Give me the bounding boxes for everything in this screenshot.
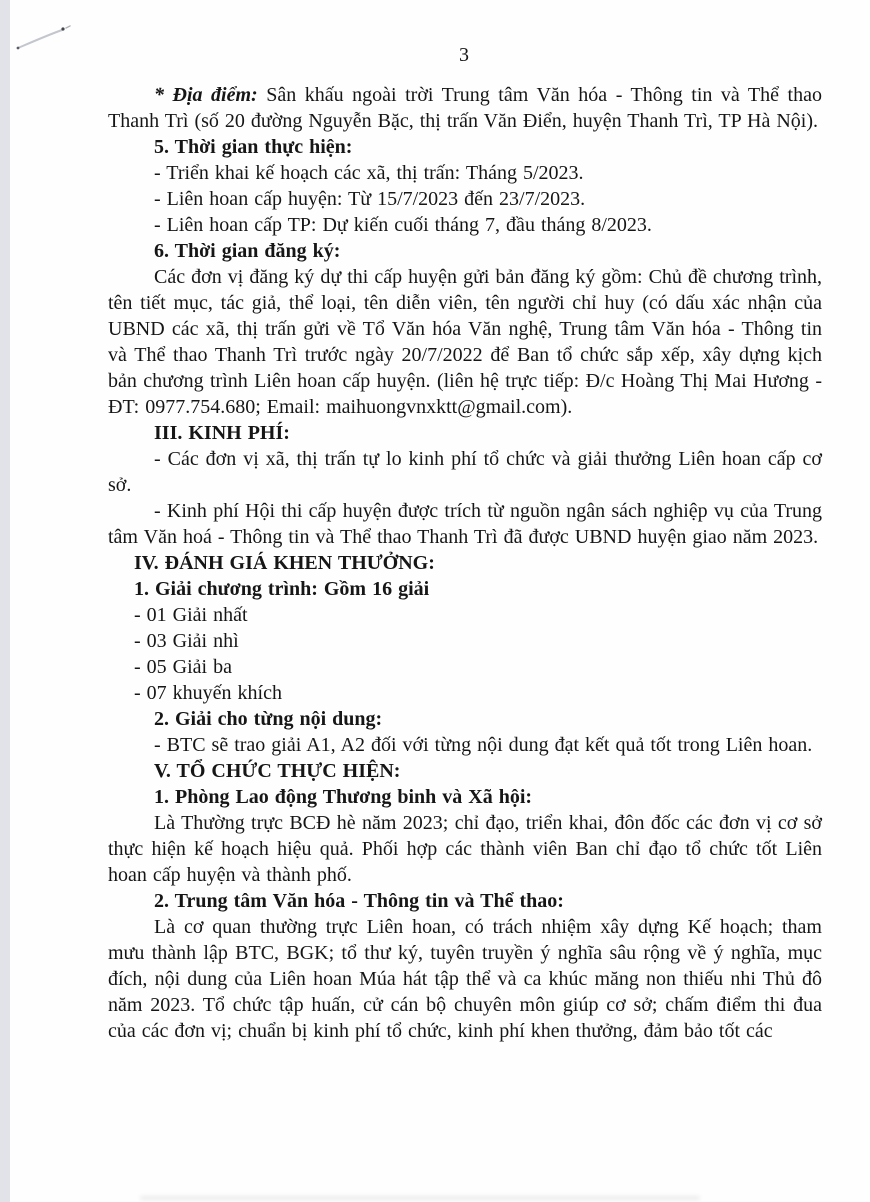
text-run: IV. ĐÁNH GIÁ KHEN THƯỞNG:: [134, 552, 435, 574]
text-run: Sân khấu ngoài trời Trung tâm Văn hóa - Thông tin và Thể thao Thanh Trì (số 20 đường Nguyễn Bặc, thị trấn Văn Điển, huyện Thanh Trì, TP Hà Nội).: [108, 84, 822, 132]
list-item-giai-nhat: [108, 602, 822, 628]
heading-2-trung-tam-van-hoa: [108, 888, 822, 914]
list-item-trien-khai: [108, 160, 822, 186]
pencil-mark: [14, 22, 84, 54]
text-run: - Các đơn vị xã, thị trấn tự lo kinh phí tổ chức và giải thưởng Liên hoan cấp cơ sở.: [108, 448, 822, 496]
text-run: - Kinh phí Hội thi cấp huyện được trích từ nguồn ngân sách nghiệp vụ của Trung tâm Văn hoá - Thông tin và Thể thao Thanh Trì đã được UBND huyện giao năm 2023.: [108, 500, 822, 548]
heading-1-giai-chuong-trinh: [108, 576, 822, 602]
text-run: 2. Giải cho từng nội dung:: [154, 708, 383, 730]
text-run: Là cơ quan thường trực Liên hoan, có trách nhiệm xây dựng Kế hoạch; tham mưu thành lập BTC, BGK; tổ thư ký, tuyên truyền ý nghĩa sâu rộng về ý nghĩa, mục đích, nội dung của Liên hoan Múa hát tập thể và ca khúc măng non thiếu nhi Thủ đô năm 2023. Tổ chức tập huấn, cử cán bộ chuyên môn giúp cơ sở; chấm điểm thi đua của các đơn vị; chuẩn bị kinh phí tổ chức, kinh phí khen thưởng, đảm bảo tốt các: [108, 916, 822, 1042]
heading-5-thoi-gian-thuc-hien: [108, 134, 822, 160]
scan-edge-left: [0, 0, 10, 1202]
heading-v-to-chuc-thuc-hien: [108, 758, 822, 784]
list-item-giai-ba: [108, 654, 822, 680]
text-run: - 03 Giải nhì: [134, 630, 239, 652]
text-run: Các đơn vị đăng ký dự thi cấp huyện gửi bản đăng ký gồm: Chủ đề chương trình, tên tiết mục, tác giả, thể loại, tên diễn viên, tên người chỉ huy (có dấu xác nhận của UBND các xã, thị trấn gửi về Tổ Văn hóa Văn nghệ, Trung tâm Văn hóa - Thông tin và Thể thao Thanh Trì trước ngày 20/7/2022 để Ban tổ chức sắp xếp, xây dựng kịch bản chương trình Liên hoan cấp huyện. (liên hệ trực tiếp: Đ/c Hoàng Thị Mai Hương - ĐT: 0977.754.680; Email: maihuongvnxktt@gmail.com).: [108, 266, 822, 418]
text-run: - BTC sẽ trao giải A1, A2 đối với từng nội dung đạt kết quả tốt trong Liên hoan.: [154, 734, 813, 756]
list-item-lien-hoan-tp: [108, 212, 822, 238]
text-run: - Liên hoan cấp huyện: Từ 15/7/2023 đến 23/7/2023.: [154, 188, 586, 210]
para-location: [108, 82, 822, 134]
text-run: III. KINH PHÍ:: [154, 422, 290, 444]
text-run: Là Thường trực BCĐ hè năm 2023; chỉ đạo, triển khai, đôn đốc các đơn vị cơ sở thực hiện kế hoạch hiệu quả. Phối hợp các thành viên Ban chỉ đạo tổ chức tốt Liên hoan cấp huyện và thành phố.: [108, 812, 822, 886]
text-run: 6. Thời gian đăng ký:: [154, 240, 341, 262]
text-run: - Liên hoan cấp TP: Dự kiến cuối tháng 7, đầu tháng 8/2023.: [154, 214, 652, 236]
para-kinh-phi-huyen: [108, 498, 822, 550]
para-kinh-phi-xa: [108, 446, 822, 498]
list-item-lien-hoan-huyen: [108, 186, 822, 212]
text-run: - Triển khai kế hoạch các xã, thị trấn: Tháng 5/2023.: [154, 162, 584, 184]
heading-iv-danh-gia-khen-thuong: [108, 550, 822, 576]
text-run: 2. Trung tâm Văn hóa - Thông tin và Thể thao:: [154, 890, 564, 912]
list-item-giai-nhi: [108, 628, 822, 654]
text-run: 1. Phòng Lao động Thương binh và Xã hội:: [154, 786, 533, 808]
heading-6-thoi-gian-dang-ky: [108, 238, 822, 264]
page-number: 3: [459, 44, 469, 66]
heading-2-giai-noi-dung: [108, 706, 822, 732]
para-phong-lao-dong: [108, 810, 822, 888]
text-run: - 01 Giải nhất: [134, 604, 248, 626]
text-run: 5. Thời gian thực hiện:: [154, 136, 353, 158]
document-body: [108, 82, 822, 1044]
para-btc-trao-giai: [108, 732, 822, 758]
para-registration: [108, 264, 822, 420]
text-run: - 05 Giải ba: [134, 656, 232, 678]
text-run: 1. Giải chương trình: Gồm 16 giải: [134, 578, 430, 600]
heading-1-phong-lao-dong: [108, 784, 822, 810]
scan-edge-bottom-smudge: [140, 1196, 700, 1200]
text-run: * Địa điểm:: [154, 84, 267, 106]
para-trung-tam-van-hoa: [108, 914, 822, 1044]
heading-iii-kinh-phi: [108, 420, 822, 446]
text-run: V. TỔ CHỨC THỰC HIỆN:: [154, 760, 401, 782]
list-item-khuyen-khich: [108, 680, 822, 706]
text-run: - 07 khuyến khích: [134, 682, 282, 704]
